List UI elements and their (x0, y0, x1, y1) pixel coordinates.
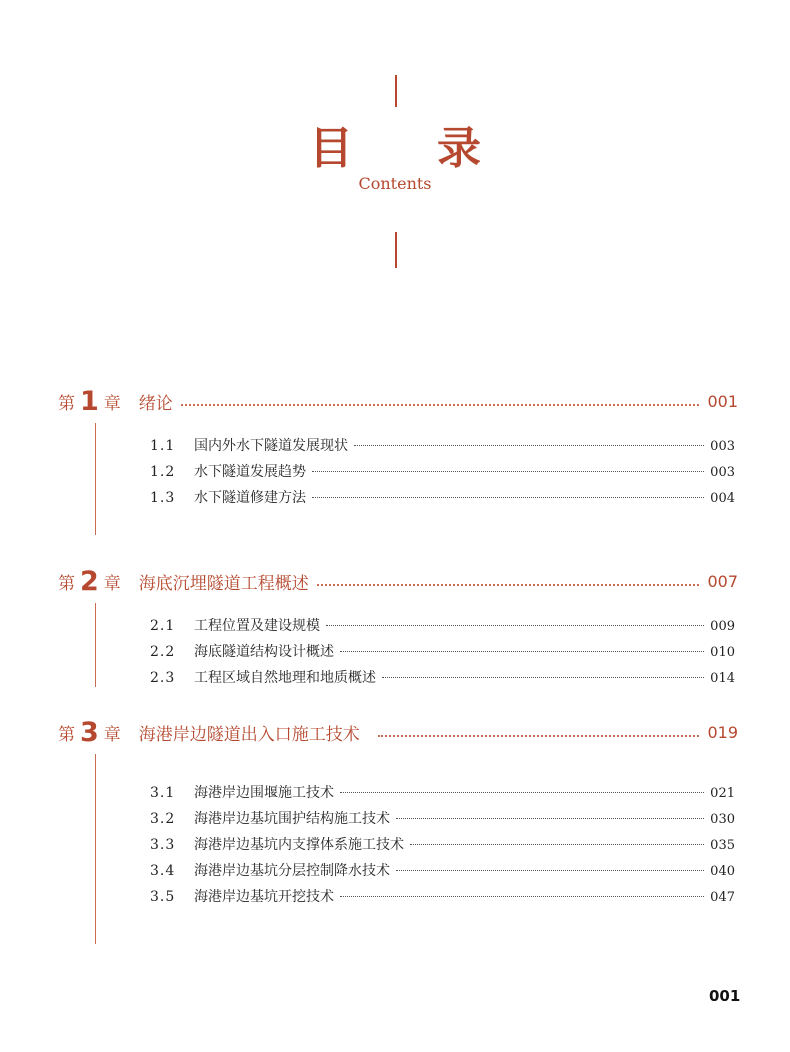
section-list (150, 782, 735, 912)
toc-entry[interactable] (150, 886, 735, 912)
section-number: 1.3 (150, 490, 176, 506)
section-page: 014 (710, 671, 735, 686)
section-number: 2.3 (150, 670, 176, 686)
dot-leader (396, 818, 704, 819)
chapter-page: 007 (707, 571, 738, 591)
dot-leader (340, 896, 704, 897)
chapter-title: 海港岸边隧道出入口施工技术 (138, 724, 360, 745)
dot-leader (410, 844, 704, 845)
chapter-rule (95, 603, 96, 687)
chapter-prefix: 第 (58, 573, 75, 594)
chapter-page: 001 (707, 391, 738, 411)
section-title: 海港岸边基坑围护结构施工技术 (194, 811, 390, 827)
section-page: 003 (710, 439, 735, 454)
toc-entry[interactable] (150, 834, 735, 860)
section-title: 水下隧道修建方法 (194, 490, 306, 506)
title-divider-top (395, 75, 397, 107)
chapter-number: 1 (80, 385, 99, 417)
title-divider-bottom (395, 232, 397, 268)
chapter-page: 019 (707, 722, 738, 742)
section-title: 工程位置及建设规模 (194, 618, 320, 634)
section-number: 2.1 (150, 618, 176, 634)
toc-entry[interactable] (150, 461, 735, 487)
chapter-title: 绪论 (138, 393, 173, 414)
toc-entry[interactable] (150, 487, 735, 513)
section-page: 010 (710, 645, 735, 660)
dot-leader (378, 735, 700, 737)
dot-leader (396, 870, 704, 871)
dot-leader (317, 584, 700, 586)
section-page: 040 (710, 864, 735, 879)
dot-leader (181, 404, 700, 406)
chapter-number: 3 (80, 716, 99, 748)
section-number: 3.5 (150, 889, 176, 905)
chapter-suffix: 章 (103, 393, 121, 414)
chapter-title: 海底沉埋隧道工程概述 (138, 573, 309, 594)
section-page: 030 (710, 812, 735, 827)
toc-entry[interactable] (150, 641, 735, 667)
section-title: 水下隧道发展趋势 (194, 464, 306, 480)
section-number: 3.4 (150, 863, 176, 879)
toc-entry[interactable] (150, 615, 735, 641)
section-title: 海港岸边围堰施工技术 (194, 785, 334, 801)
section-title: 工程区域自然地理和地质概述 (194, 670, 376, 686)
chapter-suffix: 章 (103, 724, 121, 745)
dot-leader (382, 677, 704, 678)
section-number: 3.1 (150, 785, 176, 801)
toc-entry[interactable] (150, 667, 735, 693)
chapter-heading[interactable] (58, 383, 738, 419)
page-title: 目录 (309, 123, 565, 174)
dot-leader (312, 471, 704, 472)
dot-leader (312, 497, 704, 498)
section-list (150, 615, 735, 693)
chapter-heading[interactable] (58, 563, 738, 599)
toc-entry[interactable] (150, 808, 735, 834)
page-number: 001 (709, 987, 741, 1005)
section-title: 国内外水下隧道发展现状 (194, 438, 348, 454)
toc-entry[interactable] (150, 860, 735, 886)
chapter-prefix: 第 (58, 393, 75, 414)
section-page: 004 (710, 491, 735, 506)
toc-entry[interactable] (150, 435, 735, 461)
dot-leader (326, 625, 704, 626)
chapter-rule (95, 754, 96, 944)
chapter-number: 2 (80, 565, 99, 597)
dot-leader (354, 445, 704, 446)
chapter-heading[interactable] (58, 714, 738, 750)
section-title: 海港岸边基坑内支撑体系施工技术 (194, 837, 404, 853)
section-list (150, 435, 735, 513)
toc-entry[interactable] (150, 782, 735, 808)
section-title: 海底隧道结构设计概述 (194, 644, 334, 660)
section-page: 035 (710, 838, 735, 853)
section-number: 3.2 (150, 811, 176, 827)
dot-leader (340, 792, 704, 793)
chapter-prefix: 第 (58, 724, 75, 745)
section-title: 海港岸边基坑开挖技术 (194, 889, 334, 905)
section-page: 021 (710, 786, 735, 801)
section-number: 3.3 (150, 837, 176, 853)
chapter-suffix: 章 (103, 573, 121, 594)
section-page: 003 (710, 465, 735, 480)
section-title: 海港岸边基坑分层控制降水技术 (194, 863, 390, 879)
section-number: 2.2 (150, 644, 176, 660)
section-number: 1.2 (150, 464, 176, 480)
dot-leader (340, 651, 704, 652)
section-number: 1.1 (150, 438, 176, 454)
section-page: 047 (710, 890, 735, 905)
section-page: 009 (710, 619, 735, 634)
chapter-rule (95, 423, 96, 535)
page-subtitle: Contents (358, 174, 432, 193)
